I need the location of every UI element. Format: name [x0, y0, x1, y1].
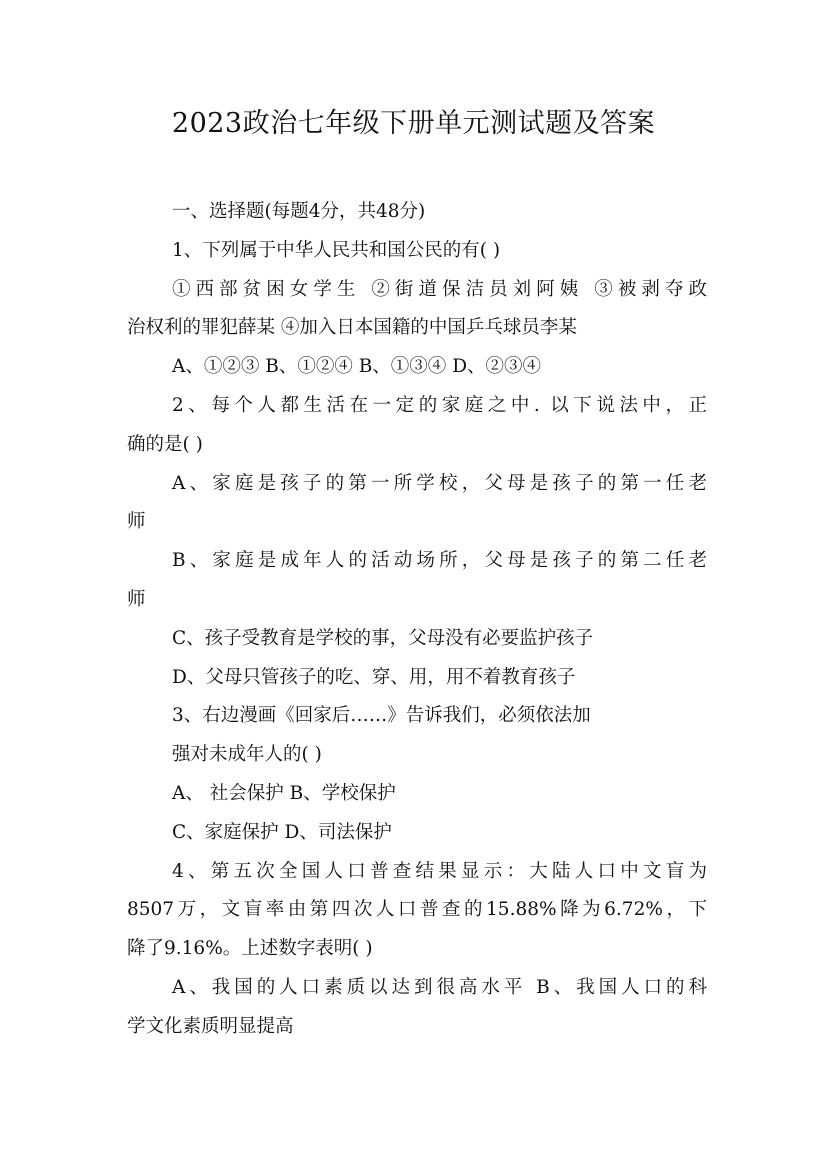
text-line: 8507万，文盲率由第四次人口普查的15.88%降为6.72%，下: [127, 899, 707, 921]
text-line: 学文化素质明显提高: [127, 1015, 294, 1037]
text-line: ①西部贫困女学生 ②街道保洁员刘阿姨 ③被剥夺政: [172, 278, 707, 300]
text-line: D、父母只管孩子的吃、穿、用，用不着教育孩子: [172, 666, 576, 688]
text-line: 师: [127, 588, 146, 610]
text-line: 确的是( ): [127, 433, 203, 455]
text-line: 4、第五次全国人口普查结果显示：大陆人口中文盲为: [172, 860, 707, 882]
document-title: 2023政治七年级下册单元测试题及答案: [171, 108, 656, 139]
text-line: A、家庭是孩子的第一所学校，父母是孩子的第一任老: [172, 472, 707, 494]
text-line: 治权利的罪犯薛某 ④加入日本国籍的中国乒乓球员李某: [127, 317, 577, 339]
text-line: 3、右边漫画《回家后……》告诉我们，必须依法加: [172, 705, 591, 727]
text-line: B、家庭是成年人的活动场所，父母是孩子的第二任老: [172, 550, 707, 572]
text-line: 降了9.16%。上述数字表明( ): [127, 938, 373, 960]
text-line: 师: [127, 511, 146, 533]
text-line: C、孩子受教育是学校的事，父母没有必要监护孩子: [172, 627, 594, 649]
text-line: A、 社会保护 B、学校保护: [172, 782, 396, 804]
text-line: 2、每个人都生活在一定的家庭之中. 以下说法中，正: [172, 394, 707, 416]
document-body: [127, 193, 707, 1047]
text-line: C、家庭保护 D、司法保护: [172, 821, 392, 843]
text-line: 一、选择题(每题4分，共48分): [172, 201, 426, 222]
text-line: A、我国的人口素质以达到很高水平 B、我国人口的科: [172, 976, 707, 998]
text-line: A、①②③ B、①②④ B、①③④ D、②③④: [172, 356, 542, 378]
text-line: 强对未成年人的( ): [172, 744, 322, 766]
text-line: 1、下列属于中华人民共和国公民的有( ): [172, 239, 501, 261]
